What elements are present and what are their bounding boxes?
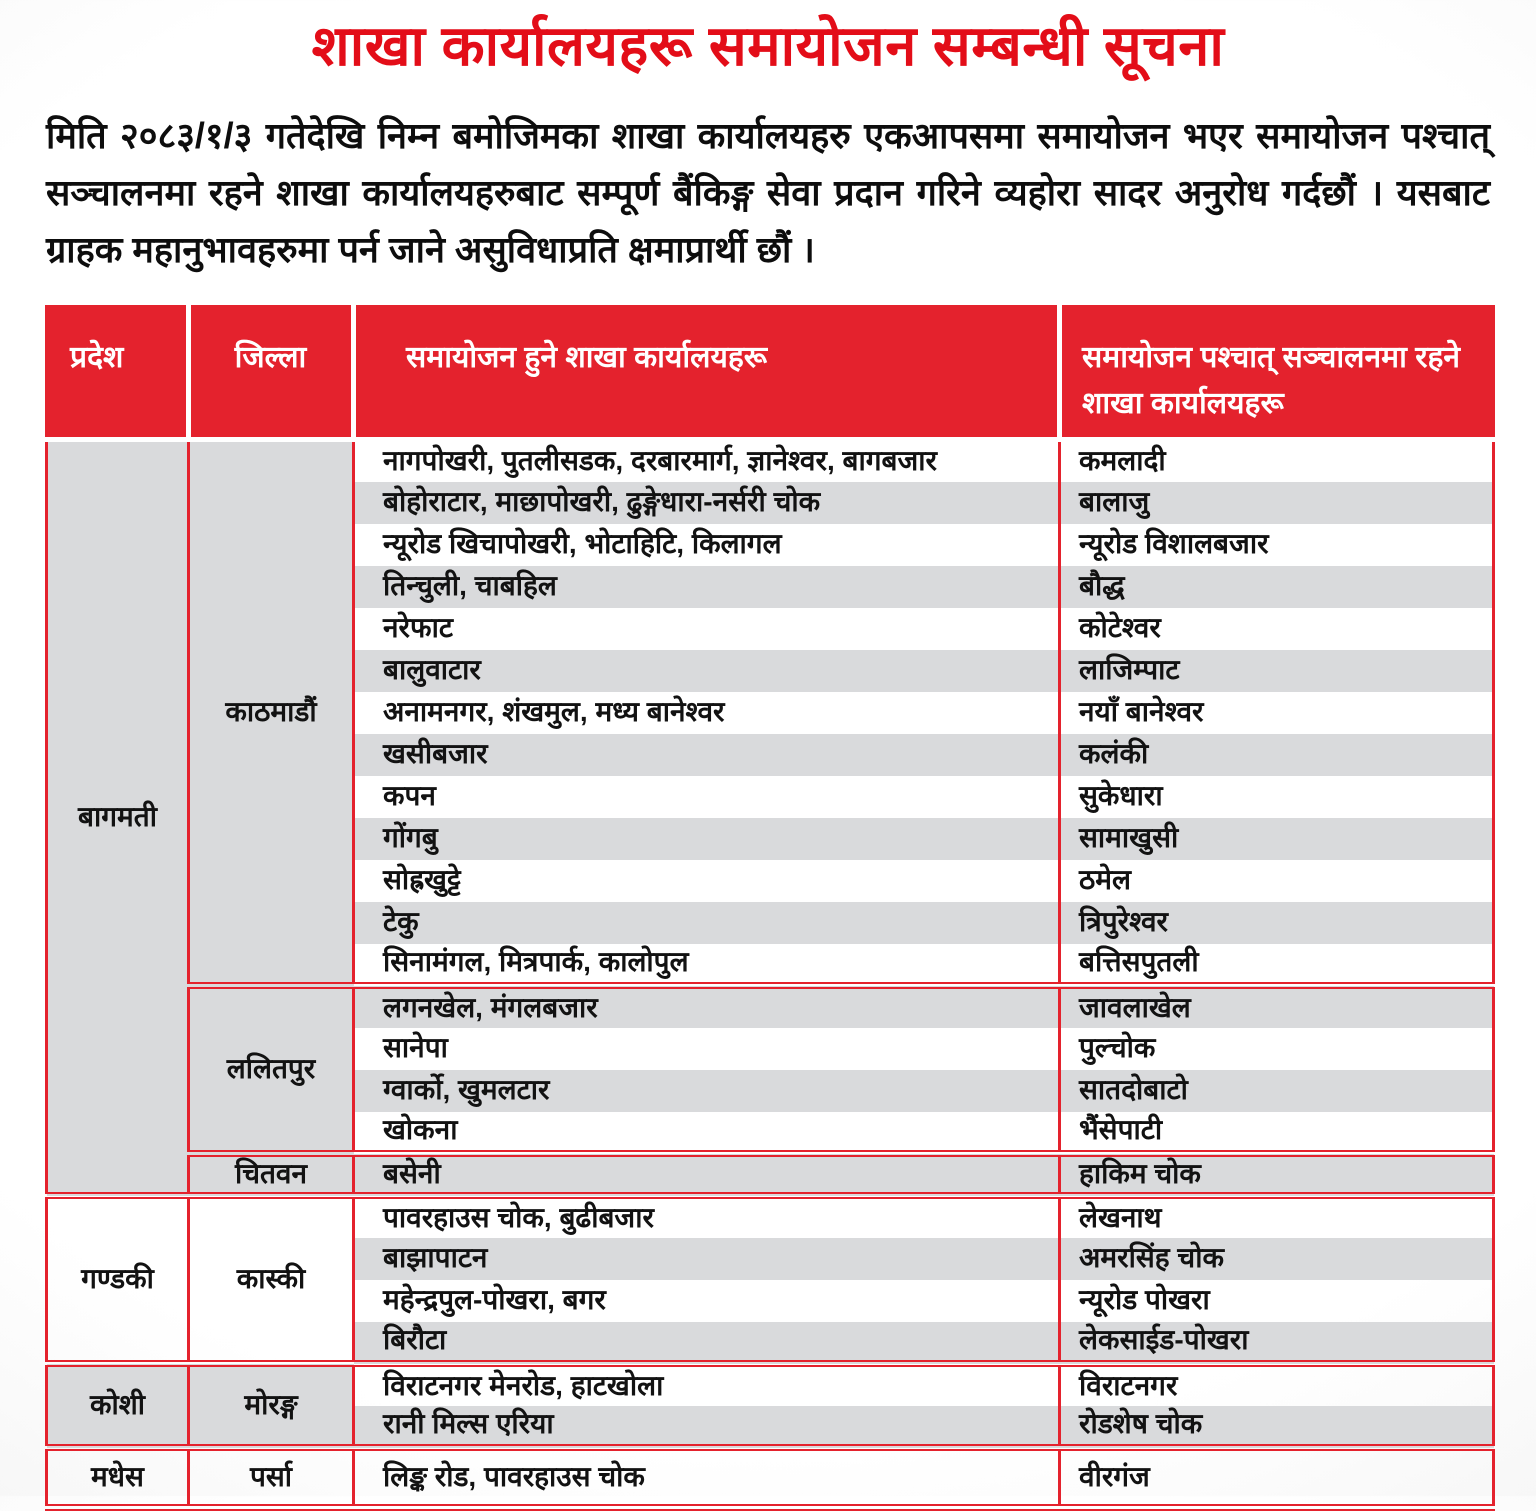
remaining-branch-cell: न्यूरोड पोखरा bbox=[1060, 1280, 1494, 1322]
merging-branches-cell: बाझापाटन bbox=[354, 1238, 1060, 1280]
table-header-row bbox=[47, 305, 1494, 440]
remaining-branch-cell: कमलादी bbox=[1060, 440, 1494, 482]
page-title: शाखा कार्यालयहरू समायोजन सम्बन्धी सूचना bbox=[311, 14, 1225, 77]
district-cell: चितवन bbox=[189, 1154, 354, 1196]
header-district: जिल्ला bbox=[189, 305, 354, 440]
table-row bbox=[47, 1154, 1494, 1196]
merging-branches-cell: सोह्रखुट्टे bbox=[354, 860, 1060, 902]
remaining-branch-cell: कोटेश्वर bbox=[1060, 608, 1494, 650]
merging-branches-cell: पावरहाउस चोक, बुढीबजार bbox=[354, 1196, 1060, 1238]
merging-branches-cell: अनामनगर, शंखमुल, मध्य बानेश्वर bbox=[354, 692, 1060, 734]
remaining-branch-cell: हाकिम चोक bbox=[1060, 1154, 1494, 1196]
remaining-branch-cell: नयाँ बानेश्वर bbox=[1060, 692, 1494, 734]
remaining-branch-cell: न्यूरोड विशालबजार bbox=[1060, 524, 1494, 566]
merging-branches-cell: लगनखेल, मंगलबजार bbox=[354, 986, 1060, 1028]
table-row bbox=[47, 986, 1494, 1028]
notice-table-body bbox=[47, 440, 1494, 1508]
merging-branches-cell: नरेफाट bbox=[354, 608, 1060, 650]
merging-branches-cell: महेन्द्रपुल-पोखरा, बगर bbox=[354, 1280, 1060, 1322]
merging-branches-cell: कपन bbox=[354, 776, 1060, 818]
remaining-branch-cell: लेकसाईड-पोखरा bbox=[1060, 1322, 1494, 1364]
remaining-branch-cell: विराटनगर bbox=[1060, 1364, 1494, 1406]
merging-branches-cell: गोंगबु bbox=[354, 818, 1060, 860]
header-province: प्रदेश bbox=[47, 305, 189, 440]
merging-branches-cell: बालुवाटार bbox=[354, 650, 1060, 692]
table-header bbox=[47, 305, 1494, 440]
district-cell: ललितपुर bbox=[189, 986, 354, 1154]
remaining-branch-cell: त्रिपुरेश्वर bbox=[1060, 902, 1494, 944]
remaining-branch-cell: बालाजु bbox=[1060, 482, 1494, 524]
district-cell: काठमाडौं bbox=[189, 440, 354, 986]
table-row bbox=[47, 440, 1494, 482]
remaining-branch-cell: लेखनाथ bbox=[1060, 1196, 1494, 1238]
remaining-branch-cell: सुकेधारा bbox=[1060, 776, 1494, 818]
merging-branches-cell: बिरौटा bbox=[354, 1322, 1060, 1364]
merging-branches-cell: लिङ्क रोड, पावरहाउस चोक bbox=[354, 1448, 1060, 1508]
province-cell: गण्डकी bbox=[47, 1196, 189, 1364]
merging-branches-cell: रानी मिल्स एरिया bbox=[354, 1406, 1060, 1448]
remaining-branch-cell: अमरसिंह चोक bbox=[1060, 1238, 1494, 1280]
merging-branches-cell: बोहोराटार, माछापोखरी, ढुङ्गेधारा-नर्सरी चोक bbox=[354, 482, 1060, 524]
remaining-branch-cell: ठमेल bbox=[1060, 860, 1494, 902]
merging-branches-cell: बसेनी bbox=[354, 1154, 1060, 1196]
merging-branches-cell: टेकु bbox=[354, 902, 1060, 944]
remaining-branch-cell: वीरगंज bbox=[1060, 1448, 1494, 1508]
branch-adjustment-table bbox=[45, 305, 1495, 1511]
header-remaining-branches: समायोजन पश्चात् सञ्चालनमा रहने शाखा कार्यालयहरू bbox=[1060, 305, 1494, 440]
header-merging-branches: समायोजन हुने शाखा कार्यालयहरू bbox=[354, 305, 1060, 440]
table-row bbox=[47, 1448, 1494, 1508]
intro-paragraph: मिति २०८३/१/३ गतेदेखि निम्न बमोजिमका शाखा कार्यालयहरु एकआपसमा समायोजन भएर समायोजन पश्चात् सञ्चालनमा रहने शाखा कार्यालयहरुबाट सम्पूर्ण बैंकिङ्ग सेवा प्रदान गरिने व्यहोरा सादर अनुरोध गर्दछौं । यसबाट ग्राहक महानुभावहरुमा पर्न जाने असुविधाप्रति क्षमाप्रार्थी छौं । bbox=[46, 115, 1490, 270]
merging-branches-cell: नागपोखरी, पुतलीसडक, दरबारमार्ग, ज्ञानेश्वर, बागबजार bbox=[354, 440, 1060, 482]
merging-branches-cell: विराटनगर मेनरोड, हाटखोला bbox=[354, 1364, 1060, 1406]
province-cell: मधेस bbox=[47, 1448, 189, 1508]
district-cell: पर्सा bbox=[189, 1448, 354, 1508]
table-row bbox=[47, 1364, 1494, 1406]
remaining-branch-cell: रोडशेष चोक bbox=[1060, 1406, 1494, 1448]
remaining-branch-cell: सामाखुसी bbox=[1060, 818, 1494, 860]
merging-branches-cell: तिन्चुली, चाबहिल bbox=[354, 566, 1060, 608]
remaining-branch-cell: लाजिम्पाट bbox=[1060, 650, 1494, 692]
remaining-branch-cell: बौद्ध bbox=[1060, 566, 1494, 608]
merging-branches-cell: खसीबजार bbox=[354, 734, 1060, 776]
remaining-branch-cell: बत्तिसपुतली bbox=[1060, 944, 1494, 986]
remaining-branch-cell: भैंसेपाटी bbox=[1060, 1112, 1494, 1154]
table-row bbox=[47, 1196, 1494, 1238]
merging-branches-cell: ग्वार्को, खुमलटार bbox=[354, 1070, 1060, 1112]
merging-branches-cell: सिनामंगल, मित्रपार्क, कालोपुल bbox=[354, 944, 1060, 986]
merging-branches-cell: सानेपा bbox=[354, 1028, 1060, 1070]
remaining-branch-cell: सातदोबाटो bbox=[1060, 1070, 1494, 1112]
province-cell: कोशी bbox=[47, 1364, 189, 1448]
merging-branches-cell: न्यूरोड खिचापोखरी, भोटाहिटि, किलागल bbox=[354, 524, 1060, 566]
district-cell: मोरङ्ग bbox=[189, 1364, 354, 1448]
remaining-branch-cell: पुल्चोक bbox=[1060, 1028, 1494, 1070]
merging-branches-cell: खोकना bbox=[354, 1112, 1060, 1154]
province-cell: बागमती bbox=[47, 440, 189, 1196]
remaining-branch-cell: जावलाखेल bbox=[1060, 986, 1494, 1028]
district-cell: कास्की bbox=[189, 1196, 354, 1364]
remaining-branch-cell: कलंकी bbox=[1060, 734, 1494, 776]
